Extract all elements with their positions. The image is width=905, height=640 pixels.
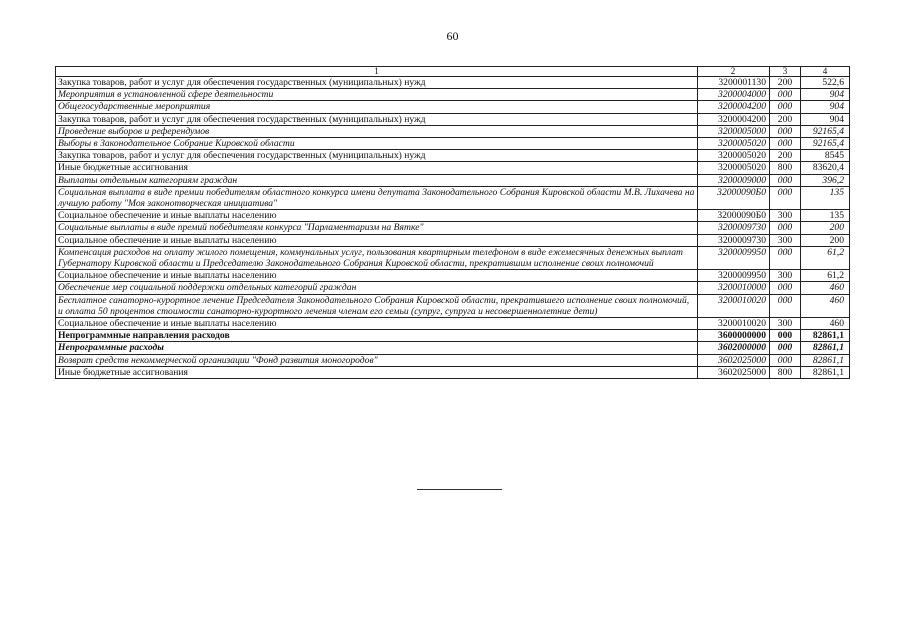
row-code-cell: 3200009730	[698, 222, 770, 234]
row-type-cell: 000	[770, 354, 801, 366]
row-name-cell: Бесплатное санаторно-курортное лечение Председателя Законодательного Собрания Кировской области, прекратившего исполнение своих полномочий, и оплата 50 процентов стоимости санаторно-курортного лечения членам его семьи (супруг, супруга и несовершеннолетние дети)	[56, 294, 698, 317]
row-code-cell: 3200010000	[698, 282, 770, 294]
row-name-cell: Общегосударственные мероприятия	[56, 101, 698, 113]
row-type-cell: 000	[770, 174, 801, 186]
row-amount-cell: 460	[801, 282, 850, 294]
row-name-cell: Непрограммные направления расходов	[56, 330, 698, 342]
row-code-cell: 3200005020	[698, 162, 770, 174]
table-row	[56, 294, 850, 317]
row-code-cell: 3200010020	[698, 294, 770, 317]
row-amount-cell: 904	[801, 101, 850, 113]
table-row	[56, 330, 850, 342]
row-name-cell: Социальное обеспечение и иные выплаты населению	[56, 234, 698, 246]
row-amount-cell: 82861,1	[801, 366, 850, 378]
table-header-row	[56, 67, 850, 77]
budget-table	[55, 66, 850, 379]
page-number: 60	[446, 29, 459, 43]
row-type-cell: 300	[770, 210, 801, 222]
row-name-cell: Закупка товаров, работ и услуг для обеспечения государственных (муниципальных) нужд	[56, 150, 698, 162]
row-name-cell: Компенсация расходов на оплату жилого помещения, коммунальных услуг, пользования квартирным телефоном в виде ежемесячных денежных выплат Губернатору Кировской области и Председателю Законодательного Собрания Кировской области, прекратившим исполнение своих полномочий	[56, 246, 698, 269]
row-amount-cell: 92165,4	[801, 138, 850, 150]
row-code-cell: 3200009730	[698, 234, 770, 246]
column-header: 4	[801, 67, 850, 77]
row-name-cell: Иные бюджетные ассигнования	[56, 162, 698, 174]
row-amount-cell: 61,2	[801, 270, 850, 282]
table-row	[56, 282, 850, 294]
row-amount-cell: 904	[801, 89, 850, 101]
row-code-cell: 3200004200	[698, 113, 770, 125]
row-code-cell: 3200009000	[698, 174, 770, 186]
row-name-cell: Непрограммные расходы	[56, 342, 698, 354]
table-row	[56, 210, 850, 222]
table-row	[56, 246, 850, 269]
row-name-cell: Иные бюджетные ассигнования	[56, 366, 698, 378]
row-type-cell: 000	[770, 294, 801, 317]
row-name-cell: Социальное обеспечение и иные выплаты населению	[56, 318, 698, 330]
row-amount-cell: 200	[801, 234, 850, 246]
row-amount-cell: 460	[801, 318, 850, 330]
row-type-cell: 200	[770, 77, 801, 89]
row-code-cell: 3200010020	[698, 318, 770, 330]
row-amount-cell: 8545	[801, 150, 850, 162]
row-type-cell: 000	[770, 125, 801, 137]
row-code-cell: 3602000000	[698, 342, 770, 354]
row-amount-cell: 61,2	[801, 246, 850, 269]
row-code-cell: 3200004000	[698, 89, 770, 101]
table-row	[56, 318, 850, 330]
row-type-cell: 300	[770, 270, 801, 282]
row-type-cell: 200	[770, 150, 801, 162]
table-row	[56, 222, 850, 234]
row-code-cell: 3200005020	[698, 138, 770, 150]
row-type-cell: 000	[770, 138, 801, 150]
row-name-cell: Выборы в Законодательное Собрание Кировской области	[56, 138, 698, 150]
table-row	[56, 150, 850, 162]
table-row	[56, 342, 850, 354]
row-name-cell: Социальная выплата в виде премии победителям областного конкурса имени депутата Законодательного Собрания Кировской области М.В. Лихачева на лучшую работу "Моя законотворческая инициатива"	[56, 186, 698, 209]
row-code-cell: 3200009950	[698, 270, 770, 282]
row-amount-cell: 135	[801, 210, 850, 222]
row-type-cell: 000	[770, 282, 801, 294]
row-name-cell: Возврат средств некоммерческой организации "Фонд развития моногородов"	[56, 354, 698, 366]
row-code-cell: 3200005000	[698, 125, 770, 137]
row-type-cell: 800	[770, 366, 801, 378]
row-name-cell: Социальное обеспечение и иные выплаты населению	[56, 270, 698, 282]
row-type-cell: 300	[770, 234, 801, 246]
row-amount-cell: 82861,1	[801, 330, 850, 342]
row-amount-cell: 396,2	[801, 174, 850, 186]
table-row	[56, 174, 850, 186]
row-amount-cell: 522,6	[801, 77, 850, 89]
row-code-cell: 3602025000	[698, 354, 770, 366]
row-code-cell: 3200009950	[698, 246, 770, 269]
table-row	[56, 234, 850, 246]
table-row	[56, 101, 850, 113]
column-header: 3	[770, 67, 801, 77]
table-row	[56, 125, 850, 137]
row-amount-cell: 82861,1	[801, 354, 850, 366]
table-row	[56, 366, 850, 378]
row-type-cell: 000	[770, 101, 801, 113]
row-name-cell: Социальное обеспечение и иные выплаты населению	[56, 210, 698, 222]
row-type-cell: 000	[770, 89, 801, 101]
row-name-cell: Закупка товаров, работ и услуг для обеспечения государственных (муниципальных) нужд	[56, 77, 698, 89]
row-name-cell: Закупка товаров, работ и услуг для обеспечения государственных (муниципальных) нужд	[56, 113, 698, 125]
row-type-cell: 000	[770, 186, 801, 209]
column-header: 2	[698, 67, 770, 77]
row-amount-cell: 92165,4	[801, 125, 850, 137]
row-amount-cell: 135	[801, 186, 850, 209]
row-amount-cell: 904	[801, 113, 850, 125]
row-code-cell: 32000090Б0	[698, 186, 770, 209]
row-amount-cell: 82861,1	[801, 342, 850, 354]
row-type-cell: 200	[770, 113, 801, 125]
row-code-cell: 32000090Б0	[698, 210, 770, 222]
row-code-cell: 3600000000	[698, 330, 770, 342]
table-row	[56, 138, 850, 150]
end-of-text-rule	[417, 489, 502, 490]
row-code-cell: 3200001130	[698, 77, 770, 89]
table-row	[56, 270, 850, 282]
row-code-cell: 3602025000	[698, 366, 770, 378]
row-name-cell: Обеспечение мер социальной поддержки отдельных категорий граждан	[56, 282, 698, 294]
row-amount-cell: 83620,4	[801, 162, 850, 174]
row-code-cell: 3200004200	[698, 101, 770, 113]
column-header: 1	[56, 67, 698, 77]
table-row	[56, 113, 850, 125]
table-row	[56, 77, 850, 89]
table-row	[56, 186, 850, 209]
table-row	[56, 162, 850, 174]
row-name-cell: Выплаты отдельным категориям граждан	[56, 174, 698, 186]
row-name-cell: Мероприятия в установленной сфере деятельности	[56, 89, 698, 101]
row-amount-cell: 460	[801, 294, 850, 317]
row-type-cell: 800	[770, 162, 801, 174]
row-type-cell: 000	[770, 330, 801, 342]
table-row	[56, 354, 850, 366]
row-name-cell: Социальные выплаты в виде премий победителям конкурса "Парламентаризм на Вятке"	[56, 222, 698, 234]
row-amount-cell: 200	[801, 222, 850, 234]
row-type-cell: 000	[770, 246, 801, 269]
row-code-cell: 3200005020	[698, 150, 770, 162]
table-row	[56, 89, 850, 101]
row-type-cell: 000	[770, 342, 801, 354]
row-type-cell: 000	[770, 222, 801, 234]
row-name-cell: Проведение выборов и референдумов	[56, 125, 698, 137]
row-type-cell: 300	[770, 318, 801, 330]
